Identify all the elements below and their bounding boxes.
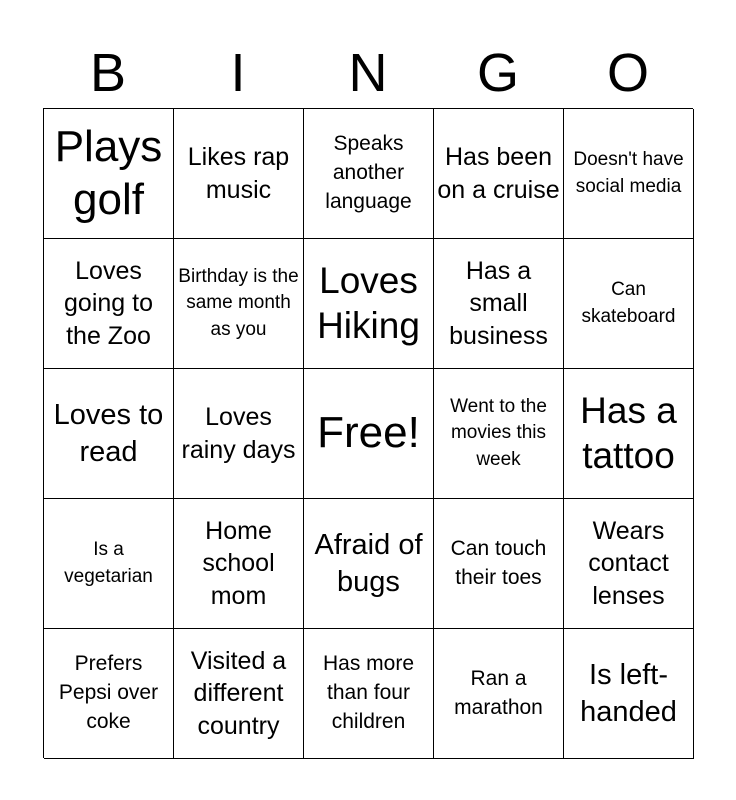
- cell-text: Loves going to the Zoo: [64, 256, 153, 350]
- header-letter-b: B: [89, 43, 127, 103]
- cell-text: Speaks another language: [325, 132, 412, 213]
- cell-text: Ran a marathon: [454, 666, 543, 719]
- cell-text: Birthday is the same month as you: [178, 265, 299, 340]
- cell-text: Has a small business: [449, 256, 548, 350]
- cell-text: Loves to read: [53, 399, 164, 468]
- bingo-cell[interactable]: [44, 109, 174, 239]
- bingo-cell[interactable]: [44, 239, 174, 369]
- cell-text: Prefers Pepsi over coke: [58, 652, 159, 733]
- cell-text: Wears contact lenses: [588, 516, 669, 610]
- cell-text: Can touch their toes: [450, 536, 547, 589]
- bingo-cell[interactable]: [304, 109, 434, 239]
- header-letter-n: N: [348, 43, 388, 103]
- bingo-cell[interactable]: [434, 629, 564, 759]
- cell-text: Home school mom: [202, 516, 275, 610]
- bingo-cell[interactable]: [564, 369, 694, 499]
- cell-text: Is a vegetarian: [64, 538, 153, 587]
- bingo-cell[interactable]: [44, 369, 174, 499]
- bingo-cell[interactable]: [174, 629, 304, 759]
- bingo-cell[interactable]: [434, 369, 564, 499]
- bingo-cell[interactable]: [174, 109, 304, 239]
- cell-text: Plays golf: [54, 121, 163, 224]
- bingo-cell[interactable]: [434, 239, 564, 369]
- bingo-cell[interactable]: [304, 499, 434, 629]
- bingo-cell[interactable]: [304, 239, 434, 369]
- bingo-cell[interactable]: [564, 629, 694, 759]
- header-letter-o: O: [606, 43, 649, 103]
- bingo-cell[interactable]: [44, 629, 174, 759]
- bingo-cell[interactable]: [174, 499, 304, 629]
- cell-text: Has a tattoo: [580, 390, 677, 476]
- header-letter-i: I: [230, 43, 246, 103]
- free-space-text: Free!: [317, 408, 420, 458]
- cell-text: Can skateboard: [581, 278, 676, 327]
- bingo-cell[interactable]: [304, 629, 434, 759]
- free-space-cell[interactable]: [304, 369, 434, 499]
- cell-text: Doesn't have social media: [573, 148, 684, 197]
- cell-text: Went to the movies this week: [450, 395, 547, 470]
- bingo-cell[interactable]: [434, 109, 564, 239]
- header-letter-g: G: [476, 43, 519, 103]
- cell-text: Has been on a cruise: [437, 143, 560, 204]
- bingo-card-grid: [43, 108, 693, 758]
- bingo-cell[interactable]: [174, 369, 304, 499]
- cell-text: Is left-handed: [580, 659, 677, 728]
- cell-text: Likes rap music: [187, 143, 290, 204]
- bingo-cell[interactable]: [44, 499, 174, 629]
- bingo-header: [43, 38, 693, 108]
- cell-text: Loves Hiking: [317, 260, 420, 346]
- bingo-cell[interactable]: [564, 239, 694, 369]
- bingo-cell[interactable]: [564, 109, 694, 239]
- cell-text: Visited a different country: [190, 646, 287, 740]
- bingo-cell[interactable]: [564, 499, 694, 629]
- cell-text: Has more than four children: [322, 652, 415, 733]
- cell-text: Afraid of bugs: [314, 529, 423, 598]
- cell-text: Loves rainy days: [181, 403, 296, 464]
- bingo-cell[interactable]: [174, 239, 304, 369]
- bingo-cell[interactable]: [434, 499, 564, 629]
